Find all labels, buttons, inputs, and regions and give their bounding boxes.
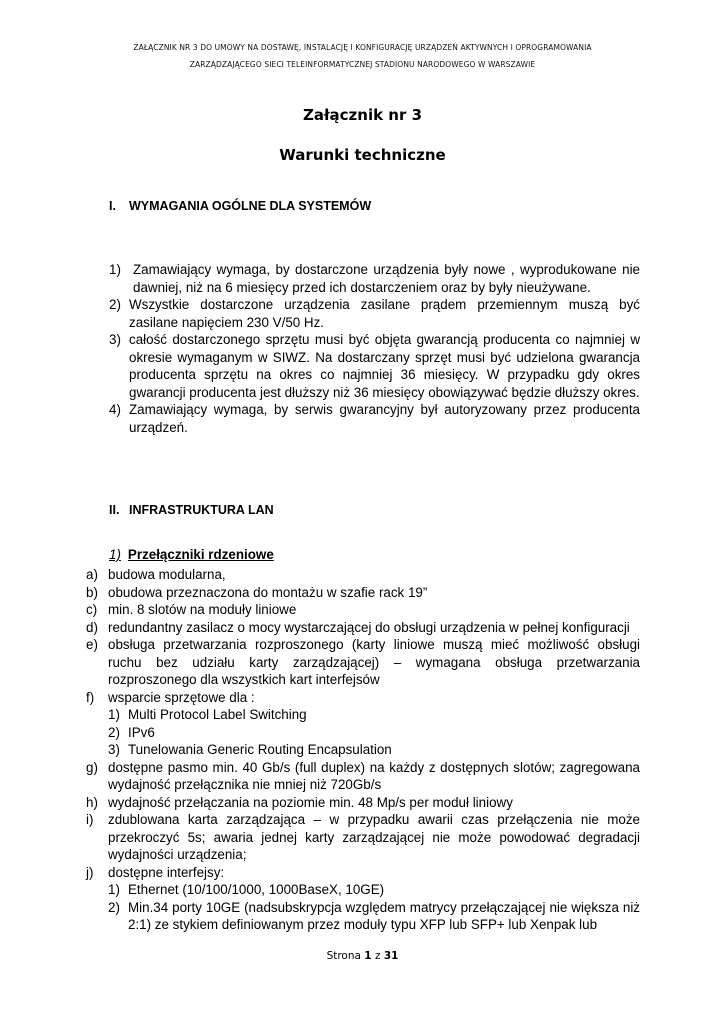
list-marker: 1): [108, 882, 120, 897]
list-item: [86, 601, 640, 619]
list-text: obudowa przeznaczona do montażu w szafie rack 19”: [108, 584, 428, 600]
list-text: wydajność przełączania na poziomie min. 48 Mp/s per moduł liniowy: [108, 794, 513, 810]
list-marker: a): [86, 567, 98, 582]
section-number: II.: [109, 503, 120, 517]
subsection-number: 1): [109, 547, 121, 562]
list-item: [109, 261, 640, 296]
list-marker: j): [86, 864, 94, 880]
list-text: Wszystkie dostarczone urządzenia zasilane prądem przemiennym muszą być zasilane napięciem 230 V/50 Hz.: [129, 297, 640, 330]
list-marker: d): [86, 619, 98, 635]
nested-list-item: [108, 724, 640, 742]
nested-list-item: [108, 706, 640, 724]
list-marker: 2): [109, 297, 121, 312]
list-text: dostępne pasmo min. 40 Gb/s (full duplex) na każdy z dostępnych slotów; zagregowana wydajność przełącznika nie mniej niż 720Gb/s: [108, 759, 640, 792]
list-item: [86, 619, 640, 637]
list-marker: 2): [108, 899, 120, 915]
list-text: Multi Protocol Label Switching: [128, 707, 307, 722]
list-text: Zamawiający wymaga, by dostarczone urządzenia były nowe , wyprodukowane nie dawniej, niż na 6 miesięcy przed ich dostarczeniem oraz by były nieużywane.: [133, 262, 640, 295]
document-subtitle: Warunki techniczne: [279, 146, 446, 164]
list-item: [86, 811, 640, 864]
section-number: I.: [109, 199, 116, 213]
nested-list-item: [108, 899, 640, 934]
list-item: [86, 759, 640, 794]
footer-page-number: 1: [364, 950, 372, 962]
list-text: obsługa przetwarzania rozproszonego (karty liniowe muszą mieć możliwość obsługi ruchu bez udziału karty zarządzającej) – wymagana obsługa przetwarzania rozproszonego dla wszystkich kart interfejsów: [108, 637, 640, 687]
list-text: zdublowana karta zarządzająca – w przypadku awarii czas przełączenia nie może przekroczyć 5s; awaria jednej karty zarządzającej nie może powodować degradacji wydajności urządzenia;: [108, 812, 640, 862]
subsection-title: Przełączniki rdzeniowe: [127, 547, 274, 562]
subsection-heading: [109, 546, 274, 564]
list-marker: g): [86, 759, 98, 775]
list-item: [86, 584, 640, 602]
list-text: dostępne interfejsy:: [108, 864, 225, 880]
list-item: [109, 331, 640, 401]
footer-total-pages: 31: [383, 950, 399, 962]
nested-list: [108, 881, 640, 934]
list-marker: 2): [108, 724, 120, 740]
nested-list-item: [108, 881, 640, 899]
list-item-body: [108, 864, 640, 934]
list-marker: 3): [108, 742, 120, 757]
list-marker: h): [86, 794, 98, 810]
list-marker: 1): [108, 707, 120, 722]
list-marker: e): [86, 637, 98, 652]
nested-list: [108, 706, 640, 759]
list-text: Zamawiający wymaga, by serwis gwarancyjny był autoryzowany przez producenta urządzeń.: [129, 402, 640, 435]
list-marker: f): [86, 689, 95, 705]
general-requirements-list: [109, 261, 640, 436]
list-item: [86, 689, 640, 759]
list-item-body: [108, 689, 640, 759]
list-text: Ethernet (10/100/1000, 1000BaseX, 10GE): [128, 882, 385, 897]
list-marker: 3): [109, 332, 121, 347]
page-footer: [0, 949, 725, 963]
list-marker: 1): [109, 262, 121, 277]
list-marker: i): [86, 812, 94, 827]
list-text: redundantny zasilacz o mocy wystarczającej do obsługi urządzenia w pełnej konfiguracji: [108, 619, 630, 635]
list-item: [109, 401, 640, 436]
nested-list-item: [108, 741, 640, 759]
running-header-line-2: ZARZĄDZAJĄCEGO SIECI TELEINFORMATYCZNEJ STADIONU NARODOWEGO W WARSZAWIE: [189, 60, 536, 69]
footer-of: z: [374, 950, 381, 962]
list-text: Tunelowania Generic Routing Encapsulation: [128, 742, 392, 757]
section-heading-1: [109, 198, 371, 214]
list-text: budowa modularna,: [108, 567, 226, 582]
list-marker: b): [86, 584, 98, 600]
section-title: INFRASTRUKTURA LAN: [129, 503, 274, 517]
list-text: min. 8 slotów na moduły liniowe: [108, 602, 297, 617]
section-heading-2: [109, 502, 274, 518]
list-item: [86, 566, 640, 584]
list-item: [109, 296, 640, 331]
section-title: WYMAGANIA OGÓLNE DLA SYSTEMÓW: [129, 199, 372, 213]
core-switch-requirements-list: [86, 566, 640, 934]
list-text: Min.34 porty 10GE (nadsubskrypcja względem matrycy przełączającej nie większa niż 2:1) ze stykiem definiowanym przez moduły typu XFP lub SFP+ lub Xenpak lub: [128, 899, 640, 932]
list-text: IPv6: [128, 724, 155, 740]
list-item: [86, 864, 640, 934]
footer-prefix: Strona: [326, 950, 361, 962]
list-text: całość dostarczonego sprzętu musi być objęta gwarancją producenta co najmniej w okresie wymaganym w SIWZ. Na dostarczany sprzęt musi być udzielona gwarancja producenta sprzętu na okres co najmniej 36 miesięcy. W przypadku gdy okres gwarancji producenta jest dłuższy niż 36 miesięcy obowiązywać będzie dłuższy okres.: [129, 332, 640, 400]
list-item: [86, 636, 640, 689]
document-title: Załącznik nr 3: [302, 106, 423, 124]
list-marker: c): [86, 602, 98, 617]
list-item: [86, 794, 640, 812]
list-text: wsparcie sprzętowe dla :: [108, 689, 255, 705]
list-marker: 4): [109, 402, 121, 417]
running-header-line-1: ZAŁĄCZNIK NR 3 DO UMOWY NA DOSTAWĘ, INSTALACJĘ I KONFIGURACJĘ URZĄDZEŃ AKTYWNYCH I OPROGRAMOWANIA: [133, 43, 592, 52]
